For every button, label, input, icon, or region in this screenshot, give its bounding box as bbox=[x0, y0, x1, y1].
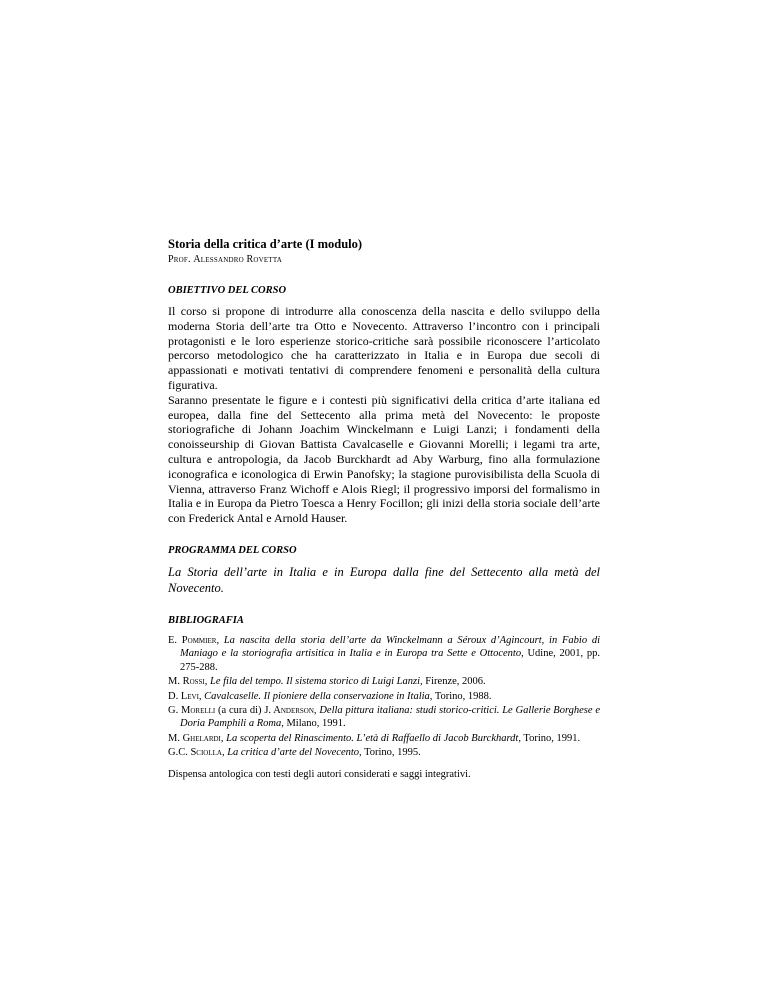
course-title: Storia della critica d’arte (I modulo) bbox=[168, 237, 363, 251]
entry-work: Le fila del tempo. Il sistema storico di Luigi Lanzi bbox=[210, 676, 421, 688]
entry-author: M. Ghelardi bbox=[168, 732, 221, 744]
bibliography-entry: E. Pommier, La nascita della storia dell’arte da Winckelmann a Séroux d’Agincourt, in Fabio di Maniago e la storiografia artisitica in Italia e in Europa tra Sette e Ottocento, Udine, 2001, pp. 275-288. bbox=[168, 634, 601, 673]
bibliography-heading: BIBLIOGRAFIA bbox=[168, 614, 244, 626]
entry-work: La scoperta del Rinascimento. L’età di Raffaello di Jacob Burckhardt bbox=[226, 732, 519, 744]
entry-publication: , Torino, 1988. bbox=[429, 690, 492, 702]
entry-author: D. Levi bbox=[168, 690, 199, 702]
bibliography-list bbox=[168, 634, 600, 760]
entry-work: Cavalcaselle. Il pioniere della conservazione in Italia bbox=[204, 690, 430, 702]
entry-author: E. Pommier bbox=[168, 634, 217, 646]
bibliography-entry: G.C. Sciolla, La critica d’arte del Novecento, Torino, 1995. bbox=[168, 747, 421, 759]
entry-publication: , Torino, 1991. bbox=[518, 732, 581, 744]
program-text: La Storia dell’arte in Italia e in Europa dalla fine del Settecento alla metà del Novecento. bbox=[168, 564, 600, 595]
entry-author: M. Rossi bbox=[168, 676, 205, 688]
professor-name: Alessandro Rovetta bbox=[193, 254, 283, 265]
bibliography-note: Dispensa antologica con testi degli autori considerati e saggi integrativi. bbox=[168, 768, 471, 780]
entry-author: G. Morelli bbox=[168, 704, 216, 716]
entry-publication: , Udine, 2001, pp. 275-288. bbox=[180, 648, 600, 673]
program-heading: PROGRAMMA DEL CORSO bbox=[168, 544, 297, 556]
entry-editor: J. Anderson bbox=[264, 704, 314, 716]
bibliography-entry: D. Levi, Cavalcaselle. Il pioniere della conservazione in Italia, Torino, 1988. bbox=[168, 690, 492, 702]
objective-heading: OBIETTIVO DEL CORSO bbox=[168, 285, 287, 296]
course-description bbox=[168, 236, 600, 782]
professor-line bbox=[168, 253, 600, 266]
bibliography-entry: M. Rossi, Le fila del tempo. Il sistema storico di Luigi Lanzi, Firenze, 2006. bbox=[168, 676, 486, 688]
entry-author: G.C. Sciolla bbox=[168, 747, 222, 759]
entry-editor-note: (a cura di) bbox=[215, 704, 265, 716]
entry-work: Della pittura italiana: studi storico-critici. Le Gallerie Borghese e Doria Pamphili a Roma bbox=[180, 704, 601, 730]
entry-work: La critica d’arte del Novecento bbox=[227, 747, 360, 759]
professor-prefix: Prof. bbox=[168, 254, 191, 265]
entry-work: La nascita della storia dell’arte da Winckelmann a Séroux d’Agincourt, in Fabio di Maniago e la storiografia artisitica in Italia e in Europa tra Sette e Ottocento bbox=[180, 634, 601, 660]
entry-publication: , Milano, 1991. bbox=[281, 718, 346, 730]
bibliography-entry: G. Morelli (a cura di) J. Anderson, Della pittura italiana: studi storico-critici. Le Gallerie Borghese e Doria Pamphili a Roma, Milano, 1991. bbox=[168, 704, 601, 730]
bibliography-entry: M. Ghelardi, La scoperta del Rinascimento. L’età di Raffaello di Jacob Burckhardt, Torino, 1991. bbox=[168, 732, 581, 744]
objective-paragraph-2: Saranno presentate le figure e i contesti più significativi della critica d’arte italiana ed europea, dalla fine del Settecento alla prima metà del Novecento: le proposte storiografiche di Johann Joachim Winckelmann e Luigi Lanzi; i fondamenti della conoisseurship di Giovan Battista Cavalcaselle e Giovanni Morelli; i legami tra arte, cultura e antropologia, da Jacob Burckhardt ad Aby Warburg, fino alla formulazione iconografica e iconologica di Erwin Panofsky; la stagione purovisibilista della Scuola di Vienna, attraverso Franz Wichoff e Alois Riegl; il progressivo imporsi del formalismo in Italia e in Europa da Pietro Toesca a Henry Focillon; gli inizi della storia sociale dell’arte con Frederick Antal e Arnold Hauser. bbox=[168, 392, 600, 526]
entry-publication: , Firenze, 2006. bbox=[420, 676, 486, 688]
objective-paragraph-1: Il corso si propone di introdurre alla conoscenza della nascita e dello sviluppo della moderna Storia dell’arte tra Otto e Novecento. Attraverso l’incontro con i principali protagonisti e le loro esperienze storico-critiche sarà possibile riconoscere l’articolato percorso metodologico che ha caratterizzato in Italia e in Europa due secoli di appassionati e motivati tentativi di comprendere fenomeni e personalità della cultura figurativa. bbox=[168, 304, 600, 392]
entry-publication: , Torino, 1995. bbox=[359, 747, 421, 759]
